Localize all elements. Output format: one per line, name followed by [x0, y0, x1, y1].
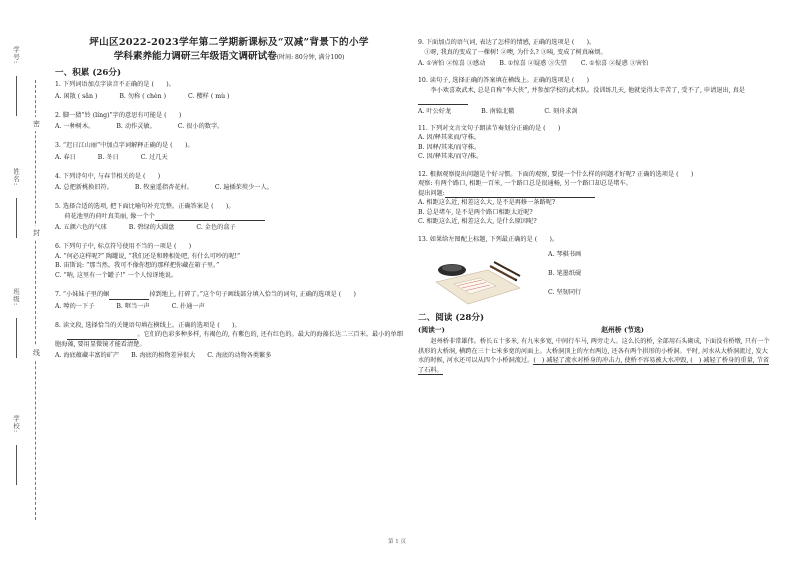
option-b[interactable]: B. 牧童遥指杏花村。 [134, 184, 193, 191]
question-1 [55, 80, 403, 101]
question-6 [55, 242, 403, 280]
question-2 [55, 111, 403, 132]
question-12 [418, 170, 774, 227]
option-b[interactable]: B. 因释/其来/而守株。 [418, 143, 481, 151]
option-list [418, 107, 774, 116]
option-b[interactable]: B. 总是堵车, 是不是两个路口相距太近呢? [418, 208, 533, 216]
option-c[interactable]: C. 刻舟求剑 [544, 107, 578, 115]
option-list [55, 92, 403, 101]
answer-blank[interactable] [418, 98, 468, 105]
seal-line [35, 80, 36, 520]
option-c[interactable]: C. ①惊喜 ②疑惑 ③害怕 [580, 60, 649, 67]
option-b[interactable]: B. ①惊喜 ②疑惑 ③失望 [499, 60, 567, 67]
option-c[interactable]: C. 金色的盒子 [196, 224, 236, 231]
option-b[interactable]: B. 海底的植物差异很大 [131, 352, 196, 359]
option-b[interactable]: B. 哐当一声 [116, 302, 150, 310]
question-prompt [418, 189, 774, 199]
option-a[interactable]: A. “何必这样呢?” 陶罐说, “我们还是和睦相处吧, 有什么可吵的呢!” [55, 252, 241, 260]
stem-part-b: 掉到地上, 打碎了。”这个句子画线部分填入恰当的词句, 正确的选项是 ( ) [149, 291, 356, 298]
option-c[interactable]: C. 过几天 [140, 153, 168, 161]
option-c[interactable]: C. 遍插茱萸少一人。 [214, 184, 273, 191]
reading-header [418, 326, 774, 335]
exam-title-line1: 坪山区2022-2023学年第二学期新课标及“双减”背景下的小学 [89, 37, 369, 48]
option-c[interactable]: C. 海底的动物各类繁多 [207, 352, 272, 359]
option-a[interactable]: A. 春日 [55, 153, 76, 161]
question-stem: 4. 下列诗句中, 与春节相关的是 ( ) [55, 172, 161, 180]
question-stem: 1. 下列词语加点字读音不正确的是 ( )。 [55, 81, 175, 88]
section-heading-reading: 二、阅读 (28分) [418, 313, 485, 323]
answer-blank[interactable] [67, 333, 137, 340]
class-label: 班级: [12, 288, 20, 307]
option-a[interactable]: A. 叶公好龙 [418, 107, 452, 115]
option-b[interactable]: B. 动作灵敏。 [116, 123, 156, 130]
school-label: 学校: [12, 415, 20, 434]
option-list [548, 250, 581, 307]
question-passage [418, 86, 774, 105]
option-a[interactable]: A. 闲散 ( sǎn ) [55, 92, 98, 100]
question-stem: 5. 选择合适的选项, 把下面比喻句补充完整。正确答案是 ( )。 [55, 203, 235, 210]
question-5 [55, 202, 403, 232]
question-9 [418, 38, 774, 68]
question-passage [55, 330, 403, 349]
calligraphy-tools-image [430, 248, 526, 308]
question-4 [55, 172, 403, 193]
option-a[interactable]: A. 相距这么近, 相差这么大, 是不是再修一条路呢? [418, 199, 556, 206]
answer-blank[interactable] [109, 293, 149, 300]
option-list [55, 351, 403, 360]
seal-word-xian: 线 [33, 346, 40, 360]
question-8 [55, 321, 403, 361]
option-c[interactable]: C. 很小的数字。 [177, 123, 224, 130]
option-b[interactable]: B. 碧绿的大圆盘 [128, 224, 175, 231]
option-b[interactable]: B. 南辕北辙 [481, 107, 515, 115]
question-10 [418, 76, 774, 116]
question-3 [55, 141, 403, 162]
question-sentence [55, 212, 403, 222]
seal-word-mi: 密 [33, 117, 40, 131]
page-number: 第 1 页 [388, 539, 406, 545]
class-field[interactable] [16, 318, 17, 358]
option-c[interactable]: C. 樱样 ( mù ) [188, 92, 230, 100]
binding-margin [0, 0, 48, 561]
passage-text: 赵州桥非常雄伟。桥长五十多米, 有九米多宽, 中间行车马, 两旁走人。这么长的桥, 全部用石头砌成, 下面没有桥墩, 只有一个拱形的大桥洞, 横跨在三十七米多宽的河面上。大桥洞顶上的左右两边, 还各有两个拱形的小桥洞。平时, 河水从大桥洞流过, 发大水的时候, 河水还可以从四个小桥洞流过。 [418, 338, 770, 364]
option-list [55, 223, 403, 232]
option-list [55, 183, 403, 192]
question-stem: 10. 读句子, 选择正确的答案填在横线上。正确的选项是 ( ) [418, 77, 590, 84]
right-column [418, 38, 774, 375]
seal-word-feng: 封 [33, 226, 40, 240]
answer-blank[interactable] [155, 214, 265, 221]
school-field[interactable] [16, 445, 17, 485]
question-stem: 11. 下列对文言文句子朗读节奏划分正确的是 ( ) [418, 124, 561, 132]
sentence-text: 荷花池里的荷叶真美丽, 像一个个 [64, 212, 155, 220]
option-list [55, 122, 403, 131]
question-11 [418, 124, 774, 162]
student-name-label: 姓名: [12, 168, 20, 187]
question-stem: 13. 如果给左图配上标题, 下列最正确的是 ( )。 [418, 235, 559, 243]
option-c[interactable]: C. 相距这么近, 相差这么大, 是什么原因呢? [418, 218, 537, 225]
option-a[interactable]: A. 总把新桃换旧符。 [55, 184, 113, 191]
stem-part-a: 7. “小妹妹子里的蛔 [55, 291, 110, 298]
reading-title: 赵州桥 (节选) [601, 326, 644, 334]
answer-blank[interactable] [445, 191, 595, 198]
option-b[interactable]: B. 笔墨纸砚 [548, 269, 582, 277]
section-heading-accumulation: 一、积累 (26分) [55, 68, 122, 78]
question-stem: 8. 读文段, 选择恰当的关键语句填在横线上。正确的选项是 ( )。 [55, 321, 241, 329]
option-c[interactable]: C. 因/释其来/而守/株。 [418, 153, 483, 160]
question-stem: 2. 脚一猜“铃 (líng)”字的意思有可能是 ( ) [55, 111, 182, 119]
student-name-field[interactable] [16, 198, 17, 238]
option-list [55, 153, 403, 162]
option-c[interactable]: C. 坚韧同行 [548, 288, 582, 296]
question-figure-row [418, 248, 774, 308]
option-c[interactable]: C. “呐, 这里有一个罐子!” 一个人惊讶地说。 [55, 271, 178, 279]
student-id-field[interactable] [16, 76, 17, 116]
option-a[interactable]: A. ①害怕 ②惊喜 ③感动 [418, 60, 486, 67]
question-stem: 6. 下列句子中, 标点符号使用不当的一项是 ( ) [55, 243, 192, 250]
option-c[interactable]: C. 扑通一声 [171, 302, 205, 310]
option-list [418, 59, 774, 68]
question-7 [55, 290, 403, 311]
question-stem [55, 290, 403, 300]
left-column [55, 36, 403, 370]
option-a[interactable]: A. 五颜六色的气球 [55, 224, 107, 231]
option-b[interactable]: B. 冬日 [97, 153, 119, 161]
option-a[interactable]: A. 琴棋书画 [548, 250, 582, 258]
question-stem: 3. “迟日江山丽”中加点字词解释正确的是 ( )。 [55, 142, 194, 149]
option-a[interactable]: A. 因/释其来而/守株。 [418, 134, 481, 141]
question-stem: 9. 下面加点的语气词, 表达了怎样的情感, 正确的选项是 ( )。 [418, 39, 596, 46]
option-a[interactable]: A. 海底蕴藏丰富的矿产 [55, 352, 120, 359]
student-id-label: 学号: [12, 46, 20, 65]
option-b[interactable]: B. 宙斯说: “那当然。我可不像你想的那样把你藏在箱子里。” [55, 262, 220, 269]
passage-underlined: ( ) 减轻了流水对桥身的冲击力, 使桥不容易被大水冲毁, ( ) 减轻了桥身的重量, 节省了石料。 [418, 357, 770, 374]
reading-label: (阅读一) [418, 326, 445, 334]
passage-text: 李小欢喜欢武术, 总是自称“李大侠”, 并参加学校的武术队。没训练几天, 他就觉得太辛苦了, 受不了, 申请退出, 真是 [430, 86, 745, 94]
observation-text: 观察: 有两个路口, 相距一百米, 一个路口总是很通畅, 另一个路口却总是堵车。 [418, 180, 632, 187]
reading-passage [418, 337, 774, 375]
question-label: 提出问题: [418, 189, 445, 197]
question-stem: 12. 根据观察提出问题是个好习惯。下面的观察, 要提一个什么样的问题才好呢? 正确的选项是 ( ) [418, 170, 694, 178]
question-sentence: ①呀, 我真的变成了一棵树! ②噢, 为什么? ③咦, 变成了树真麻烦。 [424, 48, 607, 56]
option-a[interactable]: A. 一种树木。 [55, 123, 95, 130]
exam-title-main: 学科素养能力调研三年级语文调研试卷 [113, 51, 277, 62]
question-13 [418, 235, 774, 309]
exam-title-line2 [55, 50, 403, 65]
option-a[interactable]: A. 嘡的一下子 [55, 302, 95, 310]
option-b[interactable]: B. 勿称 ( chèn ) [119, 92, 167, 100]
option-list [55, 302, 403, 311]
passage-text: 。它们的色彩多种多样, 有褐色的, 有紫色的, 还有红色的。最大的海藻长达二三百米。最小的单细胞海藻, 要用显微镜才能看清楚。 [55, 331, 403, 348]
exam-title-note: (时间: 80分钟, 满分100) [276, 54, 345, 61]
